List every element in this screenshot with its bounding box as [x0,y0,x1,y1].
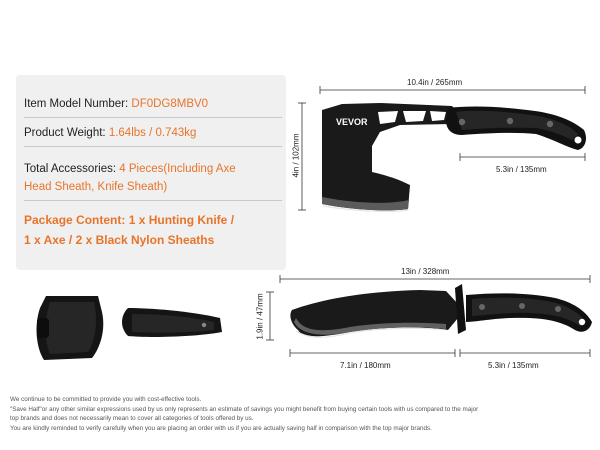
disclaimer-line: You are kindly reminded to verify carefully when you are placing an order with us if you are actually saving half in comparison with the top major brands. [10,424,432,432]
knife-guard [455,284,466,334]
model-value: DF0DG8MBV0 [131,98,209,110]
model-label: Item Model Number: [24,98,129,110]
axe-cutout [403,111,426,122]
axe-sheath-image [37,296,104,360]
knife-lanyard-hole [579,319,585,325]
knife-height-label: 1.9in / 47mm [255,293,265,340]
knife-image [290,284,592,337]
disclaimer-line: "Save Half"or any other similar expressions used by us only represents an estimate of savings you might benefit from buying certain tools with us compared to the major [10,405,479,413]
package-content-line2: 1 x Axe / 2 x Black Nylon Sheaths [24,233,215,247]
axe-rivet [547,121,553,127]
axe-length-label: 10.4in / 265mm [407,78,463,87]
accessories-label: Total Accessories: [24,163,117,175]
weight-label: Product Weight: [24,127,106,139]
knife-length-label: 13in / 328mm [401,267,450,276]
axe-rivet [459,119,465,125]
knife-sheath-image [122,308,222,337]
accessories-value-line1: 4 Pieces(Including Axe [119,163,236,175]
knife-rivet [555,306,561,312]
disclaimer-line: We continue to be committed to provide you with cost-effective tools. [10,396,202,403]
package-content-line1: Package Content: 1 x Hunting Knife / [24,213,235,227]
disclaimer-line: top brands and does not necessarily mean to cover all categories of tools offered by us. [10,415,254,422]
knife-rivet [479,304,485,310]
knife-rivet [519,303,525,309]
axe-cutout [430,111,446,121]
axe-brand-logo: VEVOR [336,117,368,127]
axe-lanyard-hole [575,137,582,144]
disclaimer [10,395,592,433]
axe-rivet [507,118,513,124]
weight-value: 1.64lbs / 0.743kg [108,127,197,139]
accessories-value-line2: Head Sheath, Knife Sheath) [24,181,168,193]
axe-height-label: 4in / 102mm [291,133,301,178]
knife-handle-length-label: 5.3in / 135mm [488,361,539,370]
knife-blade-length-label: 7.1in / 180mm [340,361,391,370]
axe-handle-length-label: 5.3in / 135mm [496,165,547,174]
